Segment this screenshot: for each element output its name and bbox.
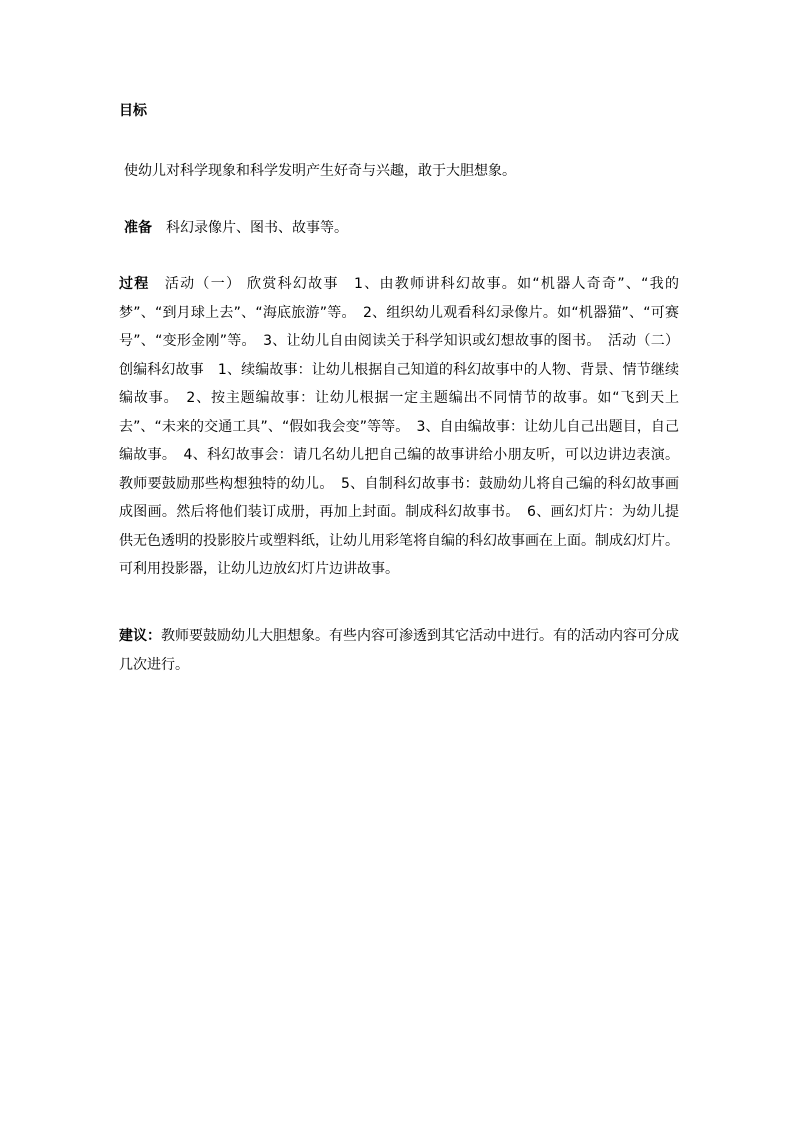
advice-label: 建议： <box>119 628 161 644</box>
process-text: 活动（一） 欣赏科幻故事 1、由教师讲科幻故事。如“机器人奇奇”、“我的梦”、“到月球上去”、“海底旅游”等。 2、组织幼儿观看科幻录像片。如“机器猫”、“可赛号”、“变形金刚”等。 3、让幼儿自由阅读关于科学知识或幻想故事的图书。 活动（二） 创编科幻故事 1、续编故事：让幼儿根据自己知道的科幻故事中的人物、背景、情节继续编故事。 2、按主题编故事：让幼儿根据一定主题编出不同情节的故事。如“飞到天上去”、“未来的交通工具”、“假如我会变”等等。 3、自由编故事：让幼儿自己出题目，自己编故事。 4、科幻故事会：请几名幼儿把自己编的故事讲给小朋友听，可以边讲边表演。教师要鼓励那些构想独特的幼儿。 5、自制科幻故事书：鼓励幼儿将自己编的科幻故事画成图画。然后将他们装订成册，再加上封面。制成科幻故事书。 6、画幻灯片：为幼儿提供无色透明的投影胶片或塑料纸，让幼儿用彩笔将自编的科幻故事画在上面。制成幻灯片。可利用投影器，让幼儿边放幻灯片边讲故事。 <box>119 276 679 577</box>
goal-paragraph: 使幼儿对科学现象和科学发明产生好奇与兴趣，敢于大胆想象。 <box>124 163 516 179</box>
section-title: 目标 <box>119 103 147 119</box>
preparation-paragraph <box>124 214 684 243</box>
process-label: 过程 <box>119 276 150 292</box>
advice-paragraph <box>119 622 679 679</box>
preparation-label: 准备 <box>124 220 152 236</box>
preparation-text: 科幻录像片、图书、故事等。 <box>166 220 348 236</box>
process-paragraph <box>119 270 679 584</box>
advice-text: 教师要鼓励幼儿大胆想象。有些内容可渗透到其它活动中进行。有的活动内容可分成几次进行。 <box>119 628 679 673</box>
